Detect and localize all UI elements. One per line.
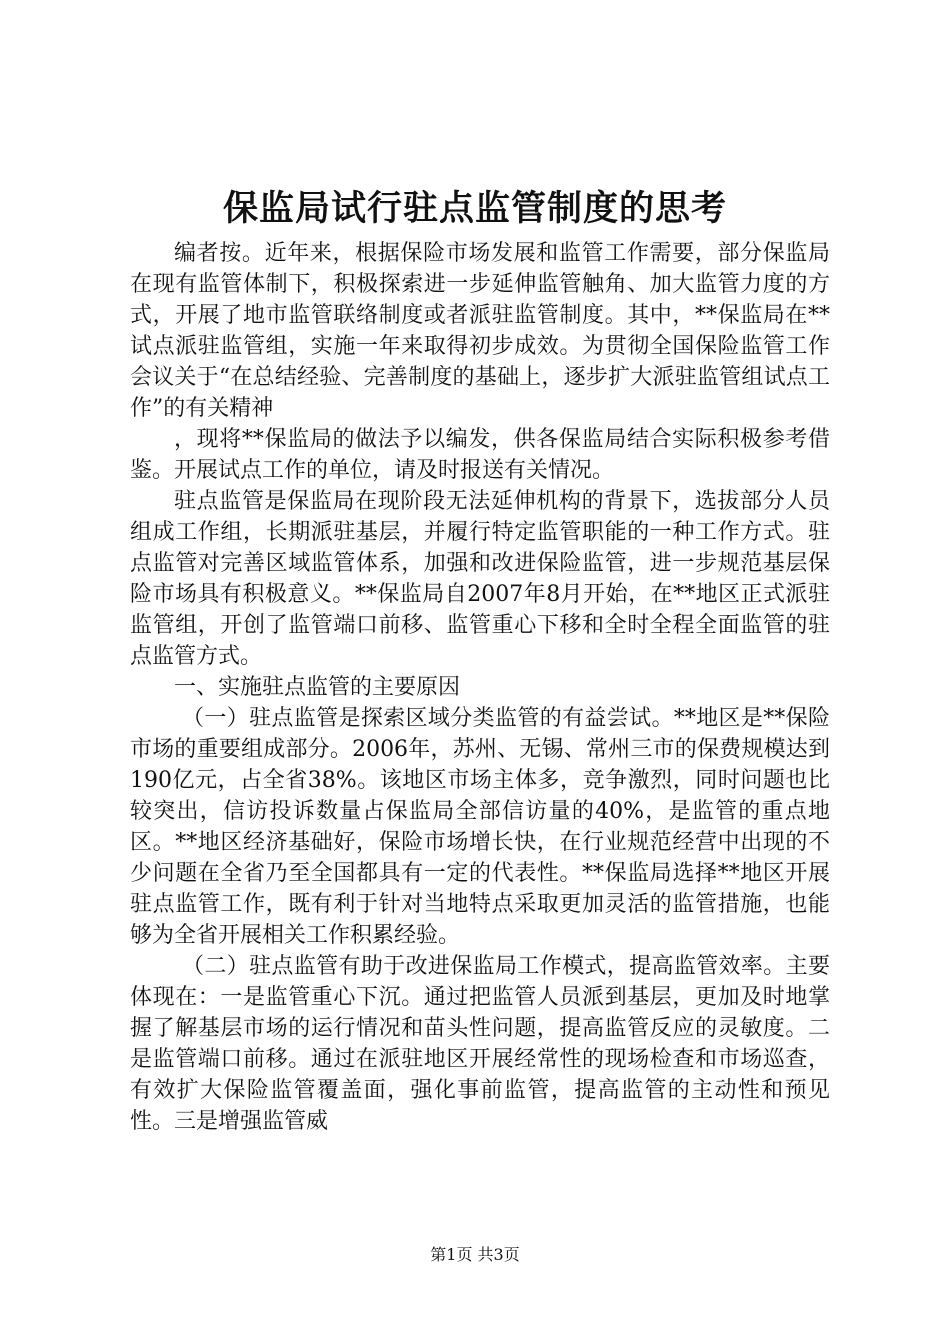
document-body — [130, 238, 830, 1137]
section-heading: 一、实施驻点监管的主要原因 — [174, 675, 461, 700]
page-footer: 第1页 共3页 — [430, 1245, 520, 1264]
paragraph-reason-1: （一）驻点监管是探索区域分类监管的有益尝试。**地区是**保险市场的重要组成部分。2006年，苏州、无锡、常州三市的保费规模达到190亿元，占全省38%。该地区市场主体多，竞争激烈，同时问题也比较突出，信访投诉数量占保监局全部信访量的40%，是监管的重点地区。**地区经济基础好，保险市场增长快，在行业规范经营中出现的不少问题在全省乃至全国都具有一定的代表性。**保监局选择**地区开展驻点监管工作，既有利于针对当地特点采取更加灵活的监管措施，也能够为全省开展相关工作积累经验。 — [130, 706, 830, 948]
paragraph-editor-note-continued: ，现将**保监局的做法予以编发，供各保监局结合实际积极参考借鉴。开展试点工作的单位，请及时报送有关情况。 — [130, 427, 830, 483]
paragraph-reason-2: （二）驻点监管有助于改进保监局工作模式，提高监管效率。主要体现在：一是监管重心下沉。通过把监管人员派到基层，更加及时地掌握了解基层市场的运行情况和苗头性问题，提高监管反应的灵敏度。二是监管端口前移。通过在派驻地区开展经常性的现场检查和市场巡查，有效扩大保险监管覆盖面，强化事前监管，提高监管的主动性和预见性。三是增强监管威 — [130, 954, 830, 1134]
paragraph-intro: 驻点监管是保监局在现阶段无法延伸机构的背景下，选拔部分人员组成工作组，长期派驻基层，并履行特定监管职能的一种工作方式。驻点监管对完善区域监管体系，加强和改进保险监管，进一步规范基层保险市场具有积极意义。**保监局自2007年8月开始，在**地区正式派驻监管组，开创了监管端口前移、监管重心下移和全时全程全面监管的驻点监管方式。 — [130, 489, 830, 669]
document-title: 保监局试行驻点监管制度的思考 — [222, 188, 727, 229]
paragraph-editor-note: 编者按。近年来，根据保险市场发展和监管工作需要，部分保监局在现有监管体制下，积极探索进一步延伸监管触角、加大监管力度的方式，开展了地市监管联络制度或者派驻监管制度。其中，**保监局在**试点派驻监管组，实施一年来取得初步成效。为贯彻全国保险监管工作会议关于“在总结经验、完善制度的基础上，逐步扩大派驻监管组试点工作”的有关精神 — [130, 241, 830, 421]
